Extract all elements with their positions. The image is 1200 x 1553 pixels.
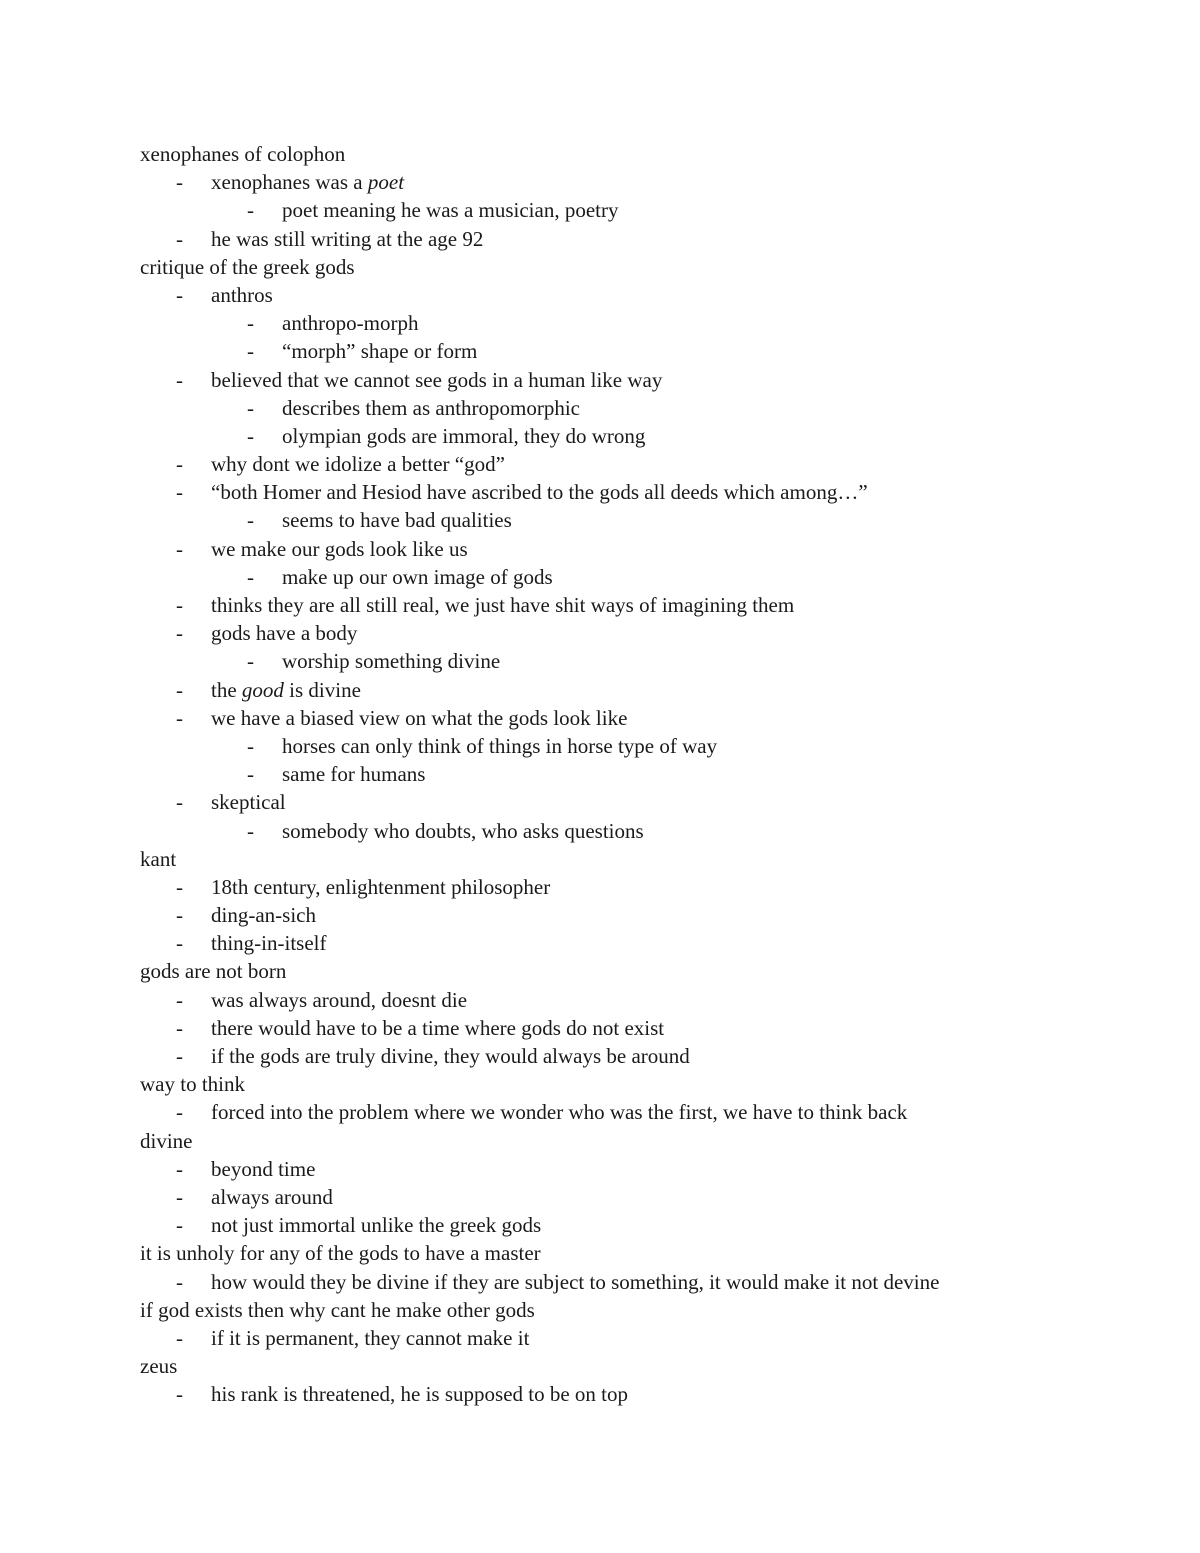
note-bullet-item bbox=[0, 1098, 1200, 1126]
note-text: there would have to be a time where gods do not exist bbox=[211, 1015, 665, 1040]
note-text: if it is permanent, they cannot make it bbox=[211, 1325, 530, 1350]
bullet-dash-icon: - bbox=[247, 733, 254, 758]
note-heading bbox=[0, 140, 1200, 168]
bullet-dash-icon: - bbox=[247, 311, 254, 336]
note-text: “morph” shape or form bbox=[282, 339, 478, 364]
note-text: same for humans bbox=[282, 762, 426, 787]
bullet-dash-icon: - bbox=[176, 170, 183, 195]
bullet-dash-icon: - bbox=[247, 339, 254, 364]
bullet-dash-icon: - bbox=[176, 1184, 183, 1209]
note-bullet-item bbox=[0, 1014, 1200, 1042]
note-text: was always around, doesnt die bbox=[211, 987, 468, 1012]
note-bullet-item bbox=[0, 1268, 1200, 1296]
note-text: if god exists then why cant he make other gods bbox=[140, 1297, 535, 1322]
bullet-dash-icon: - bbox=[176, 480, 183, 505]
bullet-dash-icon: - bbox=[176, 677, 183, 702]
note-text: thinks they are all still real, we just have shit ways of imagining them bbox=[211, 593, 795, 617]
note-text bbox=[211, 676, 361, 704]
note-text: not just immortal unlike the greek gods bbox=[211, 1213, 542, 1238]
bullet-dash-icon: - bbox=[176, 1213, 183, 1238]
note-bullet-item bbox=[0, 394, 1200, 422]
note-text: zeus bbox=[140, 1354, 178, 1379]
note-text: anthropo-morph bbox=[282, 311, 419, 336]
note-heading bbox=[0, 253, 1200, 281]
bullet-dash-icon: - bbox=[176, 874, 183, 899]
bullet-dash-icon: - bbox=[176, 593, 183, 617]
bullet-dash-icon: - bbox=[176, 705, 183, 730]
note-bullet-item bbox=[0, 535, 1200, 563]
note-bullet-item bbox=[0, 732, 1200, 760]
bullet-dash-icon: - bbox=[176, 1269, 183, 1294]
bullet-dash-icon: - bbox=[176, 1044, 183, 1068]
note-heading bbox=[0, 957, 1200, 985]
note-bullet-item bbox=[0, 450, 1200, 478]
note-bullet-item bbox=[0, 168, 1200, 196]
note-text: xenophanes of colophon bbox=[140, 142, 346, 166]
bullet-dash-icon: - bbox=[176, 931, 183, 956]
note-text: anthros bbox=[211, 282, 273, 307]
note-text: gods are not born bbox=[140, 959, 287, 984]
note-bullet-item bbox=[0, 506, 1200, 534]
note-text: how would they be divine if they are subject to something, it would make it not devine bbox=[211, 1269, 940, 1294]
note-text: gods have a body bbox=[211, 621, 358, 646]
note-bullet-item bbox=[0, 1155, 1200, 1183]
note-text: “both Homer and Hesiod have ascribed to the gods all deeds which among…” bbox=[211, 480, 868, 505]
note-bullet-item bbox=[0, 1380, 1200, 1408]
note-bullet-item bbox=[0, 478, 1200, 506]
text-run: is divine bbox=[283, 677, 361, 702]
bullet-dash-icon: - bbox=[247, 508, 254, 533]
italic-text: poet bbox=[367, 170, 405, 195]
note-text: believed that we cannot see gods in a human like way bbox=[211, 367, 663, 392]
bullet-dash-icon: - bbox=[247, 198, 254, 223]
bullet-dash-icon: - bbox=[176, 903, 183, 928]
bullet-dash-icon: - bbox=[247, 423, 254, 448]
note-text: we make our gods look like us bbox=[211, 536, 468, 561]
note-bullet-item bbox=[0, 281, 1200, 309]
note-heading bbox=[0, 845, 1200, 873]
note-text: forced into the problem where we wonder who was the first, we have to think back bbox=[211, 1100, 908, 1125]
note-text: make up our own image of gods bbox=[282, 564, 553, 589]
bullet-dash-icon: - bbox=[176, 282, 183, 307]
note-text: olympian gods are immoral, they do wrong bbox=[282, 423, 646, 448]
note-text: kant bbox=[140, 846, 177, 871]
bullet-dash-icon: - bbox=[247, 564, 254, 589]
note-bullet-item bbox=[0, 422, 1200, 450]
note-text: why dont we idolize a better “god” bbox=[211, 452, 505, 477]
note-bullet-item bbox=[0, 619, 1200, 647]
bullet-dash-icon: - bbox=[176, 1156, 183, 1181]
note-bullet-item bbox=[0, 647, 1200, 675]
bullet-dash-icon: - bbox=[176, 987, 183, 1012]
bullet-dash-icon: - bbox=[247, 395, 254, 420]
note-bullet-item bbox=[0, 196, 1200, 224]
note-text: beyond time bbox=[211, 1156, 316, 1181]
note-bullet-item bbox=[0, 563, 1200, 591]
note-text: critique of the greek gods bbox=[140, 254, 355, 279]
italic-text: good bbox=[241, 677, 284, 702]
note-bullet-item bbox=[0, 901, 1200, 929]
bullet-dash-icon: - bbox=[176, 1325, 183, 1350]
note-text: describes them as anthropomorphic bbox=[282, 395, 580, 420]
note-text: horses can only think of things in horse type of way bbox=[282, 733, 718, 758]
bullet-dash-icon: - bbox=[176, 452, 183, 477]
note-text: skeptical bbox=[211, 790, 286, 815]
note-bullet-item bbox=[0, 929, 1200, 957]
note-bullet-item bbox=[0, 1042, 1200, 1070]
note-bullet-item bbox=[0, 225, 1200, 253]
bullet-dash-icon: - bbox=[176, 226, 183, 251]
note-bullet-item bbox=[0, 760, 1200, 788]
note-text: poet meaning he was a musician, poetry bbox=[282, 198, 619, 223]
note-text: we have a biased view on what the gods look like bbox=[211, 705, 628, 730]
note-text: his rank is threatened, he is supposed to be on top bbox=[211, 1382, 629, 1407]
note-text: divine bbox=[140, 1128, 193, 1153]
bullet-dash-icon: - bbox=[176, 536, 183, 561]
note-text: seems to have bad qualities bbox=[282, 508, 512, 533]
note-bullet-item bbox=[0, 704, 1200, 732]
note-bullet-item bbox=[0, 817, 1200, 845]
note-bullet-item bbox=[0, 591, 1200, 619]
note-heading bbox=[0, 1296, 1200, 1324]
bullet-dash-icon: - bbox=[176, 1382, 183, 1407]
note-text: always around bbox=[211, 1184, 333, 1209]
note-heading bbox=[0, 1127, 1200, 1155]
note-bullet-item bbox=[0, 986, 1200, 1014]
note-bullet-item bbox=[0, 1324, 1200, 1352]
note-bullet-item bbox=[0, 676, 1200, 704]
bullet-dash-icon: - bbox=[247, 762, 254, 787]
note-text: worship something divine bbox=[282, 649, 501, 674]
text-run: the bbox=[211, 677, 242, 702]
text-run: xenophanes was a bbox=[211, 170, 368, 195]
note-text: it is unholy for any of the gods to have a master bbox=[140, 1241, 541, 1266]
note-text: somebody who doubts, who asks questions bbox=[282, 818, 644, 843]
note-text bbox=[211, 168, 404, 196]
note-bullet-item bbox=[0, 788, 1200, 816]
bullet-dash-icon: - bbox=[176, 621, 183, 646]
note-bullet-item bbox=[0, 309, 1200, 337]
bullet-dash-icon: - bbox=[176, 367, 183, 392]
note-bullet-item bbox=[0, 1183, 1200, 1211]
notes-document bbox=[0, 140, 1200, 1408]
note-heading bbox=[0, 1239, 1200, 1267]
note-text: he was still writing at the age 92 bbox=[211, 226, 484, 251]
note-text: ding-an-sich bbox=[211, 903, 316, 928]
note-text: 18th century, enlightenment philosopher bbox=[211, 874, 551, 899]
bullet-dash-icon: - bbox=[176, 1100, 183, 1125]
note-bullet-item bbox=[0, 366, 1200, 394]
bullet-dash-icon: - bbox=[176, 1015, 183, 1040]
note-bullet-item bbox=[0, 337, 1200, 365]
note-heading bbox=[0, 1070, 1200, 1098]
note-heading bbox=[0, 1352, 1200, 1380]
note-text: thing-in-itself bbox=[211, 931, 327, 956]
note-text: if the gods are truly divine, they would always be around bbox=[211, 1044, 690, 1068]
note-bullet-item bbox=[0, 1211, 1200, 1239]
note-bullet-item bbox=[0, 873, 1200, 901]
bullet-dash-icon: - bbox=[247, 818, 254, 843]
bullet-dash-icon: - bbox=[247, 649, 254, 674]
bullet-dash-icon: - bbox=[176, 790, 183, 815]
note-text: way to think bbox=[140, 1072, 245, 1097]
